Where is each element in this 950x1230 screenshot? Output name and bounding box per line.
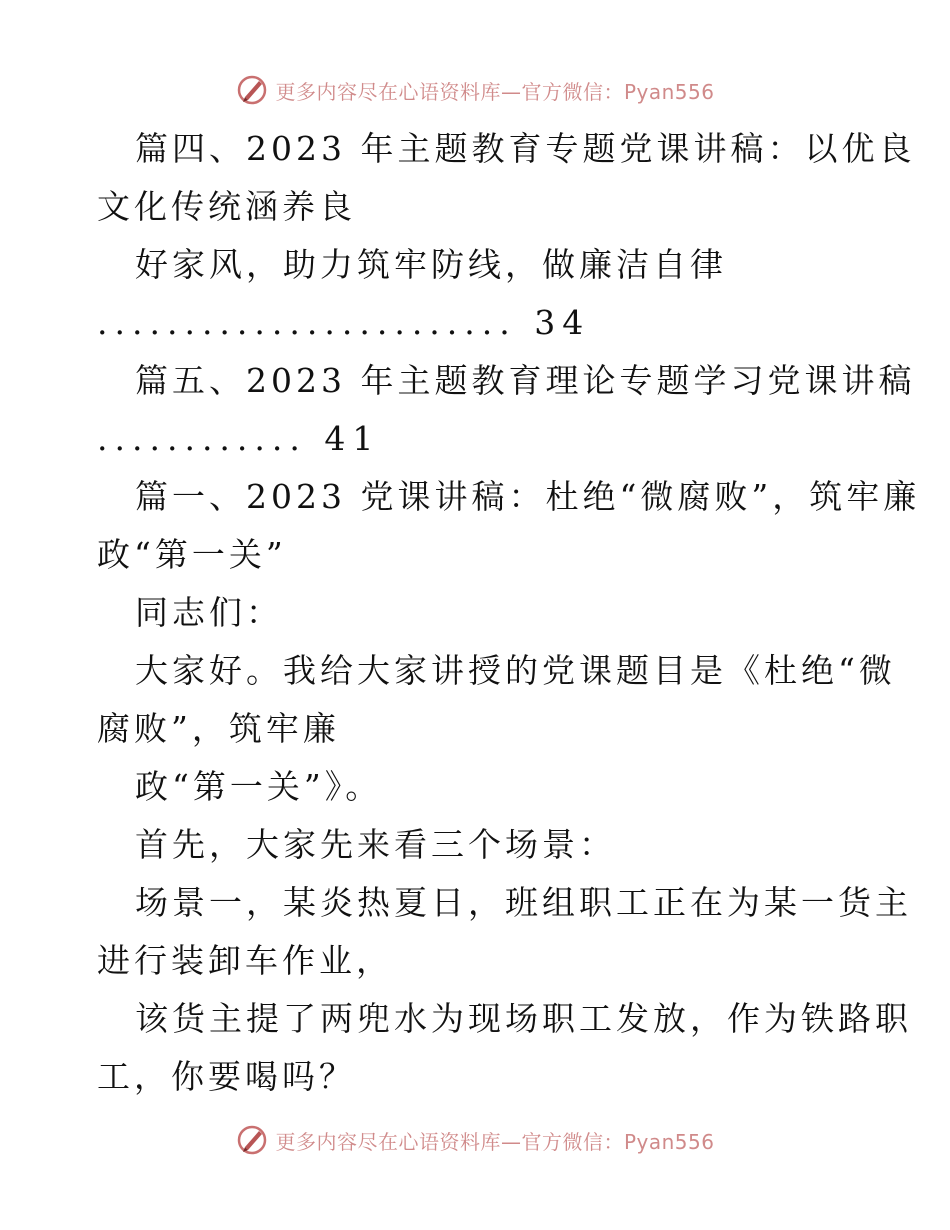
paragraph-line: 场景一，某炎热夏日，班组职工正在为某一货主 (135, 883, 912, 922)
paragraph-line: 大家好。我给大家讲授的党课题目是《杜绝“微 (135, 651, 896, 690)
pen-logo-icon (235, 1123, 269, 1157)
toc-entry-5-page: ............ 41 (97, 419, 381, 458)
header-banner (0, 70, 950, 110)
toc-entry-4-page: ........................ 34 (97, 303, 591, 342)
header-banner-text: 更多内容尽在心语资料库—官方微信：Pyan556 (275, 79, 715, 104)
salutation: 同志们： (135, 593, 283, 632)
toc-entry-4-line-2: 文化传统涵养良 (97, 187, 356, 226)
paragraph-line: 首先，大家先来看三个场景： (135, 825, 616, 864)
section-title-line-2: 政“第一关” (97, 535, 287, 574)
paragraph-line: 进行装卸车作业， (97, 941, 393, 980)
toc-entry-4-line-1: 篇四、2023 年主题教育专题党课讲稿：以优良 (135, 129, 916, 168)
paragraph-line: 腐败”，筑牢廉 (97, 709, 340, 748)
document-body (97, 120, 921, 1106)
paragraph-line: 该货主提了两兜水为现场职工发放，作为铁路职 (135, 999, 912, 1038)
pen-logo-icon (235, 73, 269, 107)
toc-entry-4-line-3: 好家风，助力筑牢防线，做廉洁自律 (135, 245, 727, 284)
paragraph-line: 政“第一关”》。 (135, 767, 383, 806)
toc-entry-5: 篇五、2023 年主题教育理论专题学习党课讲稿 (135, 361, 916, 400)
section-title-line-1: 篇一、2023 党课讲稿：杜绝“微腐败”，筑牢廉 (135, 477, 921, 516)
footer-banner-text: 更多内容尽在心语资料库—官方微信：Pyan556 (275, 1129, 715, 1154)
footer-banner (0, 1120, 950, 1160)
paragraph-line: 工，你要喝吗？ (97, 1057, 356, 1096)
